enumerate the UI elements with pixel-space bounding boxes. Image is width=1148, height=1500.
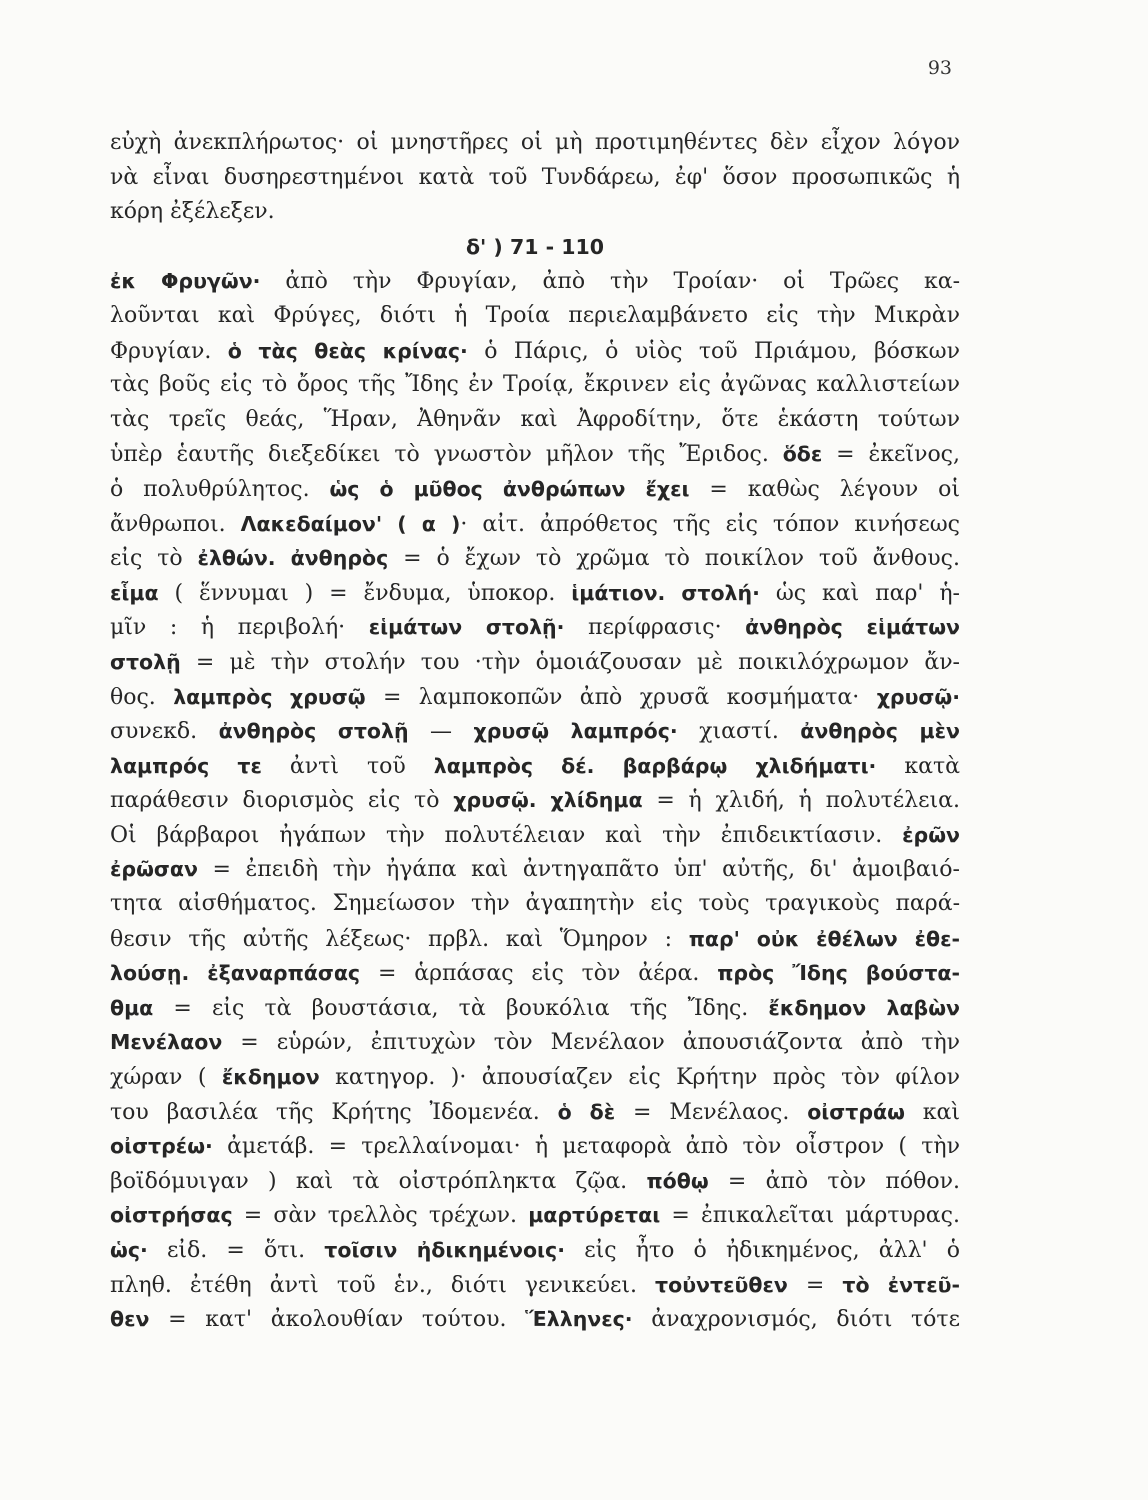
gloss-text: ὡς καὶ παρ' ἡ- xyxy=(759,580,960,606)
lemma-bold: εἱμάτων στολῇ· xyxy=(368,615,565,640)
lemma-bold: οἰστράω xyxy=(807,1099,905,1124)
text-line xyxy=(110,1025,960,1060)
gloss-text: τητα αἰσθήματος. Σημείωσον τὴν ἀγαπητὴν εἰς τοὺς τραγικοὺς παρά- xyxy=(110,891,960,917)
gloss-text: = ἐπειδὴ τὴν ἠγάπα καὶ ἀντηγαπᾶτο ὑπ' αὐτῆς, δι' ἀμοιβαιό- xyxy=(197,857,960,883)
gloss-text: εἰς τὸ xyxy=(110,546,198,572)
gloss-text: = ἀπὸ τὸν πόθον. xyxy=(708,1168,960,1194)
lemma-bold: ἀνθηρὸς στολῇ xyxy=(218,719,409,744)
gloss-text: = καθὼς λέγουν οἱ xyxy=(689,476,960,502)
gloss-text: ὑπὲρ ἑαυτῆς διεξεδίκει τὸ γνωστὸν μῆλον τῆς Ἔριδος. xyxy=(110,442,783,468)
text-line xyxy=(110,783,960,818)
gloss-text: νὰ εἶναι δυσηρεστημένοι κατὰ τοῦ Τυνδάρεω, ἐφ' ὅσον προσωπικῶς ἡ xyxy=(110,164,960,190)
text-line xyxy=(110,334,960,369)
text-line xyxy=(110,714,960,749)
gloss-text: λοῦνται καὶ Φρύγες, διότι ἡ Τροία περιελαμβάνετο εἰς τὴν Μικρὰν xyxy=(110,302,960,328)
text-line xyxy=(110,368,960,403)
lemma-bold: ἐρῶν xyxy=(902,822,960,847)
gloss-text: = xyxy=(787,1272,843,1298)
text-line xyxy=(110,437,960,472)
text-line xyxy=(110,195,960,230)
gloss-text: τὰς τρεῖς θεάς, Ἥραν, Ἀθηνᾶν καὶ Ἀφροδίτην, ὅτε ἑκάστη τούτων xyxy=(110,406,960,432)
gloss-text: μῖν : ἡ περιβολή· xyxy=(110,615,369,641)
text-line xyxy=(110,922,960,957)
lemma-bold: μαρτύρεται xyxy=(528,1203,661,1228)
gloss-text: κατηγορ. )· ἀπουσίαζεν εἰς Κρήτην πρὸς τὸν φίλον xyxy=(319,1065,960,1091)
lemma-bold: ἱμάτιον. στολή· xyxy=(571,580,760,605)
gloss-text: του βασιλέα τῆς Κρήτης Ἰδομενέα. xyxy=(110,1099,558,1125)
lemma-bold: πόθῳ xyxy=(646,1168,709,1193)
text-line xyxy=(110,264,960,299)
lemma-bold: τὸ ἐντεῦ- xyxy=(842,1272,960,1297)
lemma-bold: λαμπρὸς δέ. βαρβάρῳ χλιδήματι· xyxy=(433,753,877,778)
gloss-text: = ὁ ἔχων τὸ χρῶμα τὸ ποικίλον τοῦ ἄνθους. xyxy=(388,546,960,572)
gloss-text: — xyxy=(408,719,474,745)
commentary-text xyxy=(110,126,960,1337)
text-line xyxy=(110,1060,960,1095)
gloss-text: παράθεσιν διορισμὸς εἰς τὸ xyxy=(110,788,454,814)
gloss-text: = σὰν τρελλὸς τρέχων. xyxy=(232,1203,529,1229)
gloss-text: = εὑρών, ἐπιτυχὼν τὸν Μενέλαον ἀπουσιάζοντα ἀπὸ τὴν xyxy=(222,1030,960,1056)
lemma-bold: ἀνθηρὸς εἱμάτων xyxy=(745,615,960,640)
gloss-text: χιαστί. xyxy=(677,719,801,745)
section-heading xyxy=(110,230,960,265)
text-line xyxy=(110,645,960,680)
lemma-bold: ὁ τὰς θεὰς κρίνας· xyxy=(227,338,468,363)
gloss-text: καὶ xyxy=(904,1099,960,1125)
gloss-text: ὁ πολυθρύλητος. xyxy=(110,476,330,502)
gloss-text: περίφρασις· xyxy=(564,615,746,641)
text-line xyxy=(110,126,960,161)
gloss-text: εὐχὴ ἀνεκπλήρωτος· οἱ μνηστῆρες οἱ μὴ προτιμηθέντες δὲν εἶχον λόγον xyxy=(110,130,960,155)
lemma-bold: ἐκ Φρυγῶν· xyxy=(110,269,261,294)
lemma-bold: θμα xyxy=(110,995,154,1020)
text-line xyxy=(110,956,960,991)
text-line xyxy=(110,1198,960,1233)
lemma-bold: ὅδε xyxy=(782,442,823,467)
gloss-text: · αἰτ. ἀπρόθετος τῆς εἰς τόπον κινήσεως xyxy=(460,511,960,537)
lemma-bold: λαμπρὸς χρυσῷ xyxy=(173,684,366,709)
gloss-text: = μὲ τὴν στολήν του ·τὴν ὁμοιάζουσαν μὲ ποικιλόχρωμον ἄν- xyxy=(180,649,960,675)
text-line xyxy=(110,161,960,196)
lemma-bold: παρ' οὐκ ἐθέλων ἐθε- xyxy=(688,926,960,951)
lemma-bold: λαμπρός τε xyxy=(110,753,262,778)
gloss-text: = ἡ χλιδή, ἡ πολυτέλεια. xyxy=(642,788,960,814)
text-line xyxy=(110,507,960,542)
text-line xyxy=(110,403,960,438)
gloss-text: = ἐπικαλεῖται μάρτυρας. xyxy=(660,1203,960,1229)
page-number: 93 xyxy=(927,57,952,79)
lemma-bold: ἐρῶσαν xyxy=(110,857,198,882)
lemma-bold: θεν xyxy=(110,1307,150,1332)
lemma-bold: πρὸς Ἴδης βούστα- xyxy=(717,961,960,986)
lemma-bold: ἐλθών. ἀνθηρὸς xyxy=(197,546,389,571)
gloss-text: εἰς ἦτο ὁ ἠδικημένος, ἀλλ' ὁ xyxy=(565,1238,960,1263)
lemma-bold: ἔκδημον λαβὼν xyxy=(768,995,960,1020)
gloss-text: ἄνθρωποι. xyxy=(110,511,241,537)
text-line xyxy=(110,1164,960,1199)
lemma-bold: Μενέλαον xyxy=(110,1030,223,1055)
lemma-bold: εἷμα xyxy=(110,580,159,605)
gloss-text: συνεκδ. xyxy=(110,719,219,745)
lemma-bold: δ' ) 71 - 110 xyxy=(465,234,605,259)
lemma-bold: ἔκδημον xyxy=(221,1065,320,1090)
gloss-text: Φρυγίαν. xyxy=(110,338,228,364)
text-line xyxy=(110,991,960,1026)
gloss-text: = κατ' ἀκολουθίαν τούτου. xyxy=(149,1307,526,1333)
text-line xyxy=(110,749,960,784)
text-line xyxy=(110,1233,960,1268)
text-line xyxy=(110,818,960,853)
gloss-text: κατὰ xyxy=(876,753,960,779)
lemma-bold: οἰστρέω· xyxy=(110,1134,213,1159)
gloss-text: τὰς βοῦς εἰς τὸ ὄρος τῆς Ἴδης ἐν Τροίᾳ, ἔκρινεν εἰς ἀγῶνας καλλιστείων xyxy=(110,372,960,398)
lemma-bold: οἰστρήσας xyxy=(110,1203,233,1228)
lemma-bold: τοῖσιν ἠδικημένοις· xyxy=(324,1238,565,1262)
lemma-bold: στολῇ xyxy=(110,649,181,674)
gloss-text: ἀναχρονισμός, διότι τότε xyxy=(632,1307,960,1333)
gloss-text: κόρη ἐξέλεξεν. xyxy=(110,199,275,225)
gloss-text: θος. xyxy=(110,684,174,710)
gloss-text: = ἁρπάσας εἰς τὸν ἀέρα. xyxy=(360,961,718,987)
text-line xyxy=(110,1095,960,1130)
gloss-text: χώραν ( xyxy=(110,1065,222,1091)
lemma-bold: ὡς· xyxy=(110,1238,148,1262)
lemma-bold: ὡς ὁ μῦθος ἀνθρώπων ἔχει xyxy=(329,476,690,501)
gloss-text: Οἱ βάρβαροι ἠγάπων τὴν πολυτέλειαν καὶ τὴν ἐπιδεικτίασιν. xyxy=(110,822,903,848)
lemma-bold: χρυσῷ· xyxy=(876,684,960,709)
text-line xyxy=(110,576,960,611)
gloss-text: ( ἕννυμαι ) = ἔνδυμα, ὑποκορ. xyxy=(158,580,572,606)
text-line xyxy=(110,472,960,507)
lemma-bold: χρυσῷ λαμπρός· xyxy=(473,719,678,744)
gloss-text: βοϊδόμυιγαν ) καὶ τὰ οἰστρόπληκτα ζῷα. xyxy=(110,1168,647,1194)
gloss-text: εἰδ. = ὅτι. xyxy=(147,1238,325,1263)
text-line xyxy=(110,680,960,715)
gloss-text: ὁ Πάρις, ὁ υἱὸς τοῦ Πριάμου, βόσκων xyxy=(467,338,960,364)
text-line xyxy=(110,1268,960,1303)
lemma-bold: Ἕλληνες· xyxy=(525,1307,633,1332)
text-line xyxy=(110,1302,960,1337)
text-line xyxy=(110,1129,960,1164)
gloss-text: θεσιν τῆς αὐτῆς λέξεως· πρβλ. καὶ Ὅμηρον : xyxy=(110,926,689,952)
gloss-text: = λαμποκοπῶν ἀπὸ χρυσᾶ κοσμήματα· xyxy=(365,684,877,710)
gloss-text: = Μενέλαος. xyxy=(615,1099,808,1125)
gloss-text: ἀντὶ τοῦ xyxy=(261,753,434,779)
text-line xyxy=(110,299,960,334)
text-line xyxy=(110,852,960,887)
lemma-bold: Λακεδαίμον' ( α ) xyxy=(240,511,461,536)
text-line xyxy=(110,541,960,576)
lemma-bold: ὁ δὲ xyxy=(557,1099,616,1124)
gloss-text: πληθ. ἐτέθη ἀντὶ τοῦ ἑν., διότι γενικεύει. xyxy=(110,1272,656,1298)
lemma-bold: ἀνθηρὸς μὲν xyxy=(800,719,960,744)
gloss-text: = εἰς τὰ βουστάσια, τὰ βουκόλια τῆς Ἴδης. xyxy=(153,995,769,1021)
gloss-text: ἀμετάβ. = τρελλαίνομαι· ἡ μεταφορὰ ἀπὸ τὸν οἶστρον ( τὴν xyxy=(212,1134,960,1160)
gloss-text: ἀπὸ τὴν Φρυγίαν, ἀπὸ τὴν Τροίαν· οἱ Τρῶες κα- xyxy=(260,269,960,295)
lemma-bold: χρυσῷ. χλίδημα xyxy=(453,788,643,813)
lemma-bold: λούσῃ. ἐξαναρπάσας xyxy=(110,961,361,986)
lemma-bold: τοὐντεῦθεν xyxy=(655,1272,788,1297)
text-line xyxy=(110,887,960,922)
text-line xyxy=(110,610,960,645)
gloss-text: = ἐκεῖνος, xyxy=(822,442,960,468)
